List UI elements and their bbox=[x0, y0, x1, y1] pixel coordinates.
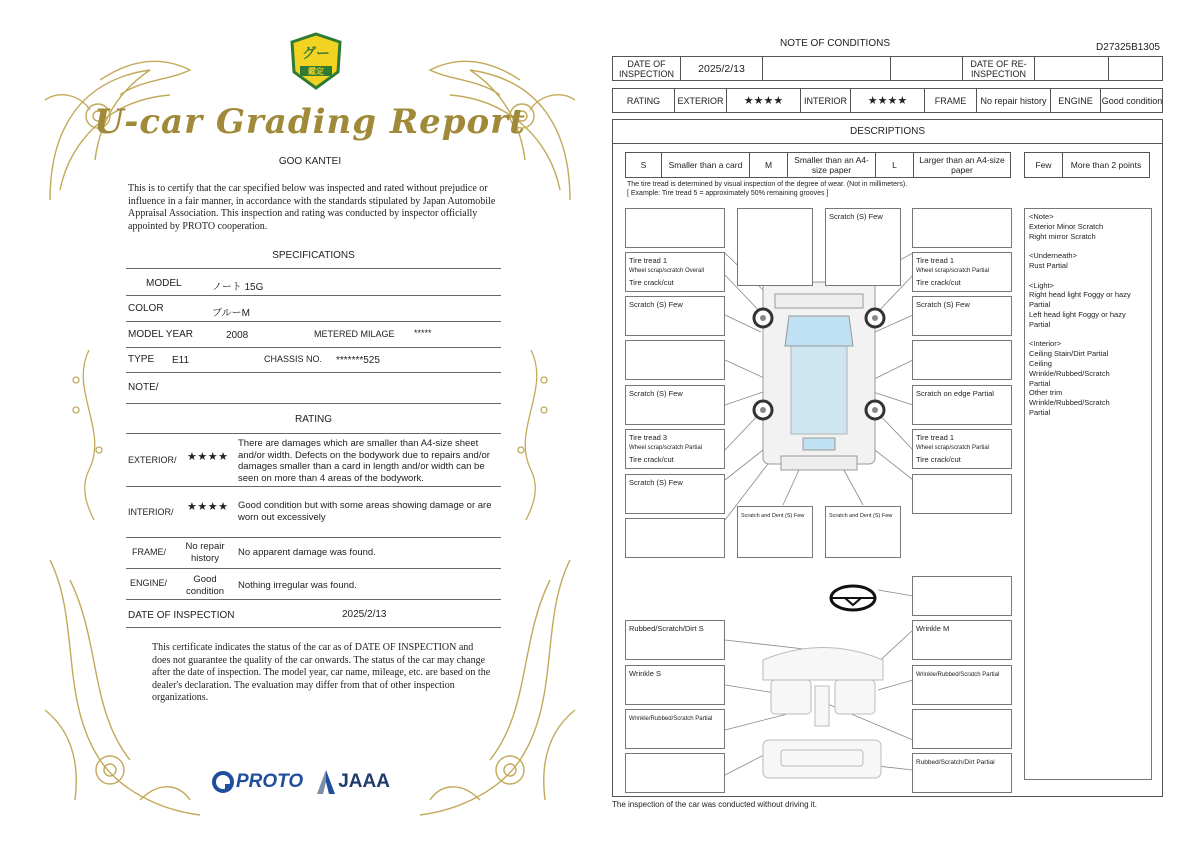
engine-label: ENGINE/ bbox=[130, 578, 168, 588]
note-line: Ceiling Stain/Dirt Partial bbox=[1029, 349, 1109, 359]
desc-box-rr-tire bbox=[912, 429, 1012, 469]
desc-box bbox=[737, 208, 813, 286]
desc-box bbox=[912, 474, 1012, 514]
blank-cell bbox=[763, 57, 891, 80]
exterior-stars: ★★★★ bbox=[727, 89, 801, 112]
certificate-text: This is to certify that the car specified below was inspected and rated without prejudice or influence in a fair manner, in accordance with the standards stipulated by Japan Automobile Appraisal Association. This inspection and rating was conducted by inspector officially appointed by PROTO cooperation. bbox=[128, 183, 496, 232]
desc-box bbox=[912, 576, 1012, 616]
report-title: U-car Grading Report bbox=[94, 102, 526, 142]
desc-int-left-2: Wrinkle S bbox=[629, 669, 661, 678]
legend-few-text: More than 2 points bbox=[1070, 160, 1142, 170]
fr-tire-crack: Tire crack/cut bbox=[916, 278, 961, 287]
note-line: Partial bbox=[1029, 300, 1051, 310]
desc-rear-right: Scratch and Dent (S) Few bbox=[829, 513, 893, 519]
divider bbox=[126, 268, 501, 269]
doi-value: 2025/2/13 bbox=[342, 609, 387, 620]
frame-value: No repair history bbox=[977, 89, 1051, 112]
note-line: <Interior> bbox=[1029, 339, 1062, 349]
desc-box bbox=[625, 340, 725, 380]
type-value: E11 bbox=[172, 355, 190, 366]
desc-int-left-3: Wrinkle/Rubbed/Scratch Partial bbox=[629, 716, 713, 722]
metered-label: METERED MILAGE bbox=[314, 329, 395, 339]
notes-panel bbox=[1024, 208, 1152, 780]
note-line: <Note> bbox=[1029, 212, 1054, 221]
note-line: Exterior Minor Scratch bbox=[1029, 221, 1104, 231]
desc-int-left-1: Rubbed/Scratch/Dirt S bbox=[629, 624, 704, 633]
divider bbox=[126, 372, 501, 373]
desc-box bbox=[625, 474, 725, 514]
desc-box bbox=[625, 385, 725, 425]
desc-box bbox=[625, 518, 725, 558]
proto-logo-icon bbox=[212, 771, 234, 793]
exterior-stars: ★★★★ bbox=[187, 451, 229, 463]
desc-box-rl-tire bbox=[625, 429, 725, 469]
chassis-label: CHASSIS NO. bbox=[264, 354, 323, 364]
engine-value: Good condition bbox=[185, 574, 225, 597]
note-line: Partial bbox=[1029, 378, 1051, 388]
legend-s: S bbox=[626, 153, 662, 177]
legend-l: L bbox=[876, 153, 914, 177]
divider bbox=[126, 433, 501, 434]
org-name: GOO KANTEI bbox=[278, 156, 342, 167]
note-line: Wrinkle/Rubbed/Scratch bbox=[1029, 398, 1110, 408]
divider bbox=[126, 295, 501, 296]
desc-top-mid-r: Scratch (S) Few bbox=[829, 212, 883, 221]
interior-text: Good condition but with some areas showing damage or are worn out excessively bbox=[238, 500, 492, 523]
svg-text:鑑定: 鑑定 bbox=[308, 67, 324, 76]
desc-box bbox=[912, 753, 1012, 793]
note-line: Right mirror Scratch bbox=[1029, 231, 1096, 241]
doi-label: DATE OF INSPECTION bbox=[128, 610, 235, 621]
legend-s-text: Smaller than a card bbox=[662, 153, 750, 177]
exterior-label: EXTERIOR bbox=[675, 89, 727, 112]
desc-int-right-4: Rubbed/Scratch/Dirt Partial bbox=[916, 759, 995, 766]
frame-text: No apparent damage was found. bbox=[238, 547, 376, 558]
desc-box bbox=[912, 385, 1012, 425]
svg-text:グー: グー bbox=[302, 46, 330, 62]
blank-cell bbox=[1035, 57, 1109, 80]
divider bbox=[126, 568, 501, 569]
ornament-side-right bbox=[506, 350, 556, 520]
desc-right-scratch-1: Scratch (S) Few bbox=[916, 300, 970, 309]
frame-value: No repair history bbox=[185, 541, 225, 564]
model-label: MODEL bbox=[146, 278, 182, 289]
note-line bbox=[1029, 271, 1147, 281]
note-line: <Light> bbox=[1029, 280, 1055, 290]
engine-value: Good condition bbox=[1101, 95, 1163, 106]
ornament-side-left bbox=[64, 350, 114, 520]
note-line: Other trim bbox=[1029, 388, 1063, 398]
few-legend bbox=[1024, 152, 1150, 178]
desc-box bbox=[625, 296, 725, 336]
rl-tire-tread: Tire tread 3 bbox=[629, 433, 668, 442]
descriptions-title: DESCRIPTIONS bbox=[613, 120, 1162, 144]
note-line: <Underneath> bbox=[1029, 251, 1077, 261]
model-year-value: 2008 bbox=[226, 330, 249, 341]
desc-int-right-2: Wrinkle/Rubbed/Scratch Partial bbox=[916, 672, 1000, 678]
note-line: Wrinkle/Rubbed/Scratch bbox=[1029, 368, 1110, 378]
exterior-label: EXTERIOR/ bbox=[128, 455, 177, 465]
note-line: Right head light Foggy or hazy bbox=[1029, 290, 1131, 300]
rating-row bbox=[612, 88, 1163, 113]
goo-kantei-badge bbox=[288, 32, 344, 90]
desc-box-fr-tire bbox=[912, 252, 1012, 292]
note-label: NOTE/ bbox=[128, 382, 159, 393]
interior-stars: ★★★★ bbox=[187, 501, 229, 513]
frame-label: FRAME/ bbox=[132, 547, 167, 557]
noc-title: NOTE OF CONDITIONS bbox=[780, 38, 890, 49]
tire-note-2: [ Example: Tire tread 5 = approximately 50% remaining grooves ] bbox=[627, 190, 829, 197]
desc-left-scratch-1: Scratch (S) Few bbox=[629, 300, 683, 309]
rr-tire-crack: Tire crack/cut bbox=[916, 455, 961, 464]
desc-box bbox=[912, 620, 1012, 660]
fl-tire-crack: Tire crack/cut bbox=[629, 278, 674, 287]
desc-box bbox=[625, 208, 725, 248]
color-value: ブルーM bbox=[212, 308, 250, 319]
proto-logo-text: PROTO bbox=[236, 771, 304, 792]
chassis-value: *******525 bbox=[336, 355, 380, 366]
rating-label: RATING bbox=[613, 89, 675, 112]
engine-text: Nothing irregular was found. bbox=[238, 580, 357, 591]
divider bbox=[126, 347, 501, 348]
desc-rear-left: Scratch and Dent (S) Few bbox=[741, 513, 805, 519]
bottom-note: The inspection of the car was conducted without driving it. bbox=[612, 800, 817, 809]
blank-cell bbox=[891, 57, 963, 80]
fl-tire-tread: Tire tread 1 bbox=[629, 256, 668, 265]
specs-title: SPECIFICATIONS bbox=[272, 250, 355, 261]
desc-box bbox=[825, 208, 901, 286]
tire-note-1: The tire tread is determined by visual inspection of the degree of wear. (Not in millimeters). bbox=[627, 181, 908, 188]
desc-box bbox=[912, 665, 1012, 705]
desc-right-edge: Scratch on edge Partial bbox=[916, 389, 994, 398]
desc-box-fl-tire bbox=[625, 252, 725, 292]
legend-m-text: Smaller than an A4-size paper bbox=[788, 153, 876, 177]
desc-box bbox=[912, 340, 1012, 380]
note-line: Partial bbox=[1029, 407, 1051, 417]
desc-box bbox=[912, 709, 1012, 749]
model-value: ノート 15G bbox=[212, 282, 264, 293]
note-line bbox=[1029, 330, 1147, 340]
report-id: D27325B1305 bbox=[1096, 42, 1160, 53]
note-line: Left head light Foggy or hazy bbox=[1029, 309, 1126, 319]
note-line: Partial bbox=[1029, 319, 1051, 329]
reinspect-label: DATE OF RE-INSPECTION bbox=[963, 57, 1035, 80]
interior-label: INTERIOR/ bbox=[128, 507, 174, 517]
jaaa-logo-icon bbox=[317, 770, 335, 794]
exterior-text: There are damages which are smaller than A4-size sheet and/or width. Defects on the bodywork due to repairs and/or damages smaller than a card in length and/or width can be seen on more than 4 areas of the bodywork. bbox=[238, 438, 490, 484]
desc-box bbox=[625, 665, 725, 705]
fr-wheel-scrap: Wheel scrap/scratch Partial bbox=[916, 268, 990, 274]
desc-box bbox=[625, 709, 725, 749]
note-line: Ceiling bbox=[1029, 358, 1052, 368]
rr-wheel-scrap: Wheel scrap/scratch Partial bbox=[916, 445, 990, 451]
fr-tire-tread: Tire tread 1 bbox=[916, 256, 955, 265]
desc-box bbox=[737, 506, 813, 558]
metered-value: ***** bbox=[414, 328, 432, 338]
desc-box bbox=[912, 208, 1012, 248]
note-of-conditions bbox=[610, 36, 1166, 816]
interior-stars: ★★★★ bbox=[851, 89, 925, 112]
interior-label: INTERIOR bbox=[801, 89, 851, 112]
divider bbox=[126, 403, 501, 404]
legend-l-text: Larger than an A4-size paper bbox=[919, 155, 1005, 175]
steering-wheel-icon bbox=[831, 586, 875, 610]
note-line bbox=[1029, 241, 1147, 251]
rl-wheel-scrap: Wheel scrap/scratch Partial bbox=[629, 445, 703, 451]
divider bbox=[126, 486, 501, 487]
divider bbox=[126, 627, 501, 628]
footer-text: This certificate indicates the status of the car as of DATE OF INSPECTION and does not guarantee the quality of the car onwards. The status of the car may change after the date of inspection. The model year, car name, mileage, etc. are based on the dealer's declaration. The evaluation may differ from that of other inspection organizations. bbox=[152, 642, 491, 703]
frame-label: FRAME bbox=[925, 89, 977, 112]
desc-left-scratch-3: Scratch (S) Few bbox=[629, 478, 683, 487]
color-label: COLOR bbox=[128, 303, 164, 314]
divider bbox=[126, 321, 501, 322]
desc-left-scratch-2: Scratch (S) Few bbox=[629, 389, 683, 398]
doi-value: 2025/2/13 bbox=[681, 57, 763, 80]
jaaa-logo-text: JAAA bbox=[338, 771, 390, 792]
desc-box bbox=[825, 506, 901, 558]
divider bbox=[126, 599, 501, 600]
divider bbox=[126, 537, 501, 538]
rating-title: RATING bbox=[294, 414, 333, 425]
engine-label: ENGINE bbox=[1051, 89, 1101, 112]
grading-report bbox=[40, 30, 580, 820]
desc-box bbox=[912, 296, 1012, 336]
desc-box bbox=[625, 753, 725, 793]
doi-label: DATE OF INSPECTION bbox=[613, 57, 681, 80]
type-label: TYPE bbox=[128, 354, 155, 365]
descriptions-panel bbox=[612, 119, 1163, 797]
logos bbox=[212, 770, 390, 794]
legend-few: Few bbox=[1025, 153, 1063, 177]
desc-int-right-1: Wrinkle M bbox=[916, 624, 950, 633]
legend-m: M bbox=[750, 153, 788, 177]
rr-tire-tread: Tire tread 1 bbox=[916, 433, 955, 442]
model-year-label: MODEL YEAR bbox=[128, 329, 194, 340]
rl-tire-crack: Tire crack/cut bbox=[629, 455, 674, 464]
fl-wheel-scrap: Wheel scrap/scratch Overall bbox=[629, 268, 705, 274]
date-row bbox=[612, 56, 1163, 81]
desc-box bbox=[625, 620, 725, 660]
note-line: Rust Partial bbox=[1029, 260, 1068, 270]
